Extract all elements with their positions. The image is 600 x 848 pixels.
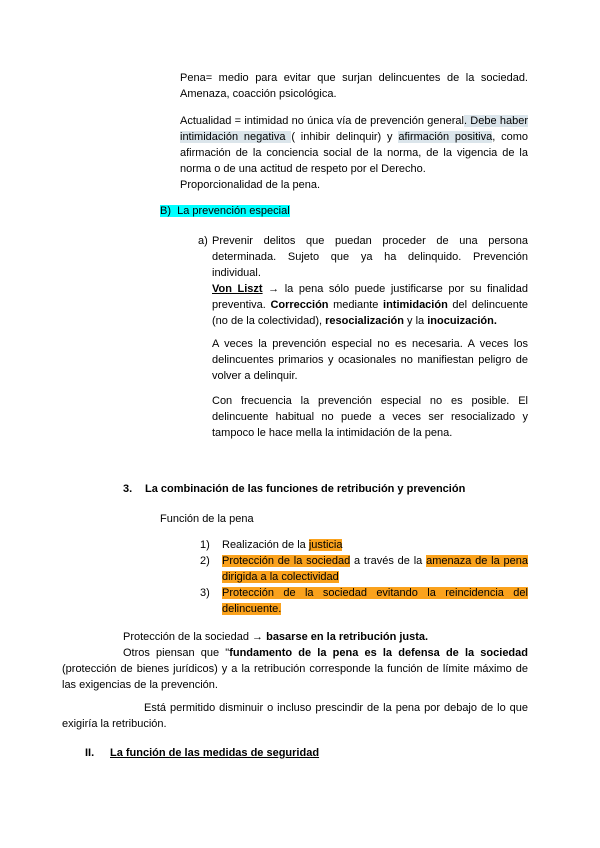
heading-ii-number: II. (85, 747, 95, 759)
highlighted-text: B) La prevención especial (160, 205, 290, 217)
list-item-text-justicia (222, 537, 528, 553)
text-run: Von Liszt (212, 283, 263, 295)
text-run: y la (404, 315, 428, 327)
text-run: del delincuente (no de la colectividad), (212, 299, 528, 327)
text-run: basarse en la retribución justa. (266, 631, 429, 643)
list-item-text-proteccion-amenaza (222, 553, 528, 585)
text-run: Actualidad = intimidad no única vía de prevención general (180, 115, 464, 127)
text-run: , como afirmación de la conciencia social de la norma, de la vigencia de la norma o de una actitud de respeto por el Derecho. (180, 131, 528, 175)
text-run: Pena= medio para evitar que surjan delincuentes de la sociedad. Amenaza, coacción psicológica. (180, 72, 528, 100)
text-run: resocialización (325, 315, 404, 327)
paragraph-prevenir-delitos (212, 233, 528, 281)
text-run: intimidación (383, 299, 448, 311)
text-run: La función de las medidas de seguridad (110, 747, 320, 759)
text-run: ( inhibir delinquir) y (291, 131, 399, 143)
text-run: → la pena sólo puede justificarse por su finalidad preventiva. (212, 283, 528, 311)
text-run: fundamento de la pena es la defensa de la sociedad (229, 647, 528, 659)
list-item (200, 585, 528, 617)
text-run: Proporcionalidad de la pena. (180, 179, 321, 191)
paragraph-proporcionalidad (180, 177, 528, 193)
text-run: Otros piensan que " (123, 647, 230, 659)
text-run: Corrección (270, 299, 329, 311)
paragraph-pena-definition (180, 70, 528, 102)
highlighted-text: afirmación positiva (398, 131, 493, 143)
list-item-a (198, 233, 528, 329)
heading-ii-medidas-seguridad (85, 745, 528, 761)
list-marker: 1) (200, 539, 210, 551)
heading-3-combinacion-funciones (123, 481, 528, 497)
text-run: Prevenir delitos que puedan proceder de una persona determinada. Sujeto que ya ha delinquido. Prevención individual. (212, 235, 528, 279)
paragraph-funcion-de-la-pena (160, 511, 528, 527)
paragraph-proteccion-retribucion-justa (62, 629, 528, 645)
paragraph-esta-permitido (62, 700, 528, 732)
list-marker: 3) (200, 587, 210, 599)
list-item-a-body (212, 233, 528, 329)
highlighted-text: Protección de la sociedad evitando la reincidencia del delincuente. (222, 587, 528, 615)
text-run: La combinación de las funciones de retribución y prevención (145, 483, 466, 495)
text-run: Función de la pena (160, 513, 254, 525)
highlighted-text: Protección de la sociedad (222, 555, 351, 567)
highlighted-text: amenaza de la pena dirigida a la colectividad (222, 555, 528, 583)
heading-b-prevencion-especial (160, 203, 528, 219)
text-run: mediante (328, 299, 384, 311)
text-run: Protección de la sociedad → (123, 631, 267, 643)
text-run: Con frecuencia la prevención especial no es posible. El delincuente habitual no puede a veces ser resocializado y tampoco le hace mella la intimidación de la pena. (212, 395, 528, 439)
numbered-list-funciones (200, 537, 528, 617)
text-run: Está permitido disminuir o incluso prescindir de la pena por debajo de lo que exigiría la retribución. (62, 702, 528, 730)
heading-ii-text (110, 745, 319, 761)
heading-3-text (145, 481, 465, 497)
list-item (200, 537, 528, 553)
paragraph-von-liszt (212, 281, 528, 329)
paragraph-actualidad-prevencion-general (180, 113, 528, 177)
highlighted-text: justicia (308, 539, 343, 551)
list-item (200, 553, 528, 585)
text-run: A veces la prevención especial no es necesaria. A veces los delincuentes primarios y ocasionales no manifiestan peligro de volver a delinquir. (212, 338, 528, 382)
text-run: inocuización. (427, 315, 497, 327)
text-run: (protección de bienes jurídicos) y a la retribución corresponde la función de límite máximo de las exigencias de la prevención. (62, 663, 528, 691)
paragraph-otros-piensan (62, 645, 528, 693)
highlighted-text: . Debe haber intimidación negativa (180, 115, 528, 143)
text-run: Realización de la (222, 539, 309, 551)
text-run: a través de la (350, 555, 427, 567)
list-item-text-proteccion-reincidencia (222, 585, 528, 617)
heading-3-number: 3. (123, 483, 133, 495)
list-marker: 2) (200, 555, 210, 567)
list-marker-a: a) (198, 235, 208, 247)
paragraph-con-frecuencia-no-posible (212, 393, 528, 441)
paragraph-a-veces-no-necesaria (212, 336, 528, 384)
